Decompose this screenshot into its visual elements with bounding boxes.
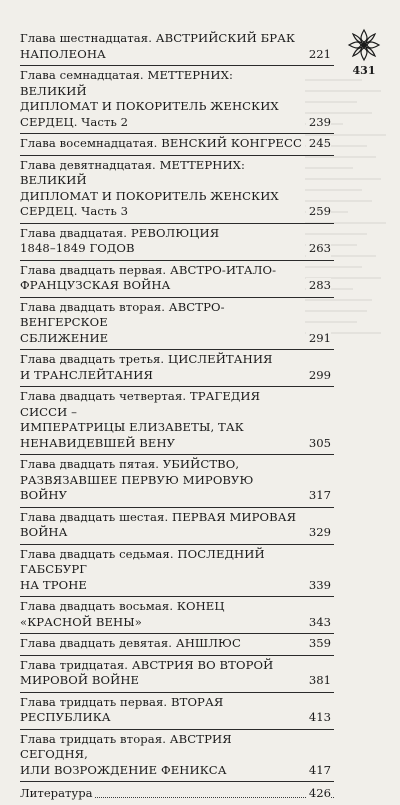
entry-page: 381 [306,673,331,689]
table-of-contents [20,29,334,805]
entry-page: 343 [306,615,331,631]
entry-page: 359 [306,636,331,652]
entry-title: Глава двадцать пятая. УБИЙСТВО, РАЗВЯЗАВШЕЕ ПЕРВУЮ МИРОВУЮ ВОЙНУ [20,457,254,502]
entry-page: 245 [306,136,331,152]
entry-page: 239 [306,115,331,131]
entry-page: 317 [306,488,331,504]
entry-page: 259 [306,204,331,220]
entry-title: Глава двадцать первая. АВСТРО-ИТАЛО- ФРАНЦУЗСКАЯ ВОЙНА [20,262,277,292]
entry-page: 329 [306,525,331,541]
entry-title: Глава двадцать шестая. ПЕРВАЯ МИРОВАЯ ВОЙНА [20,509,297,539]
entry-title: Глава шестнадцатая. АВСТРИЙСКИЙ БРАК НАПОЛЕОНА [20,31,296,61]
entry-title: Глава тридцатая. АВСТРИЯ ВО ВТОРОЙ МИРОВОЙ ВОЙНЕ [20,657,274,687]
page-number: 431 [352,64,376,77]
entry-page: 263 [306,241,331,257]
entry-title: Глава тридцать первая. ВТОРАЯ РЕСПУБЛИКА [20,694,224,724]
entry-title: Глава девятнадцатая. МЕТТЕРНИХ: ВЕЛИКИЙ ДИПЛОМАТ И ПОКОРИТЕЛЬ ЖЕНСКИХ СЕРДЕЦ. Часть 3 [20,157,279,218]
toc-entry[interactable] [20,455,334,508]
entry-page: 417 [306,763,331,779]
literature-label: Литература [20,786,93,800]
entry-page: 339 [306,578,331,594]
toc-entry[interactable] [20,156,334,224]
toc-entry[interactable] [20,224,334,261]
entry-title: Глава двадцать четвертая. ТРАГЕДИЯ СИССИ – ИМПЕРАТРИЦЫ ЕЛИЗАВЕТЫ, ТАК НЕНАВИДЕВШЕЙ ВЕНУ [20,389,261,450]
entry-page: 221 [306,47,331,63]
entry-page: 299 [306,368,331,384]
entry-title: Глава двадцать третья. ЦИСЛЕЙТАНИЯ И ТРАНСЛЕЙТАНИЯ [20,352,273,382]
toc-entry[interactable] [20,545,334,598]
entry-page: 413 [306,710,331,726]
entry-page: 305 [306,436,331,452]
toc-entry[interactable] [20,597,334,634]
toc-entry[interactable] [20,634,334,656]
entry-title: Глава двадцатая. РЕВОЛЮЦИЯ 1848–1849 ГОДОВ [20,225,220,255]
toc-entry[interactable] [20,508,334,545]
toc-entry-literature[interactable] [20,782,334,805]
entry-page: 283 [306,278,331,294]
entry-page: 291 [306,331,331,347]
toc-entry[interactable] [20,730,334,783]
entry-title: Глава двадцать вторая. АВСТРО-ВЕНГЕРСКОЕ СБЛИЖЕНИЕ [20,299,225,345]
toc-entry[interactable] [20,29,334,66]
entry-title: Глава тридцать вторая. АВСТРИЯ СЕГОДНЯ, ИЛИ ВОЗРОЖДЕНИЕ ФЕНИКСА [20,731,232,777]
toc-entry[interactable] [20,387,334,455]
toc-entry[interactable] [20,298,334,351]
toc-entry[interactable] [20,66,334,134]
entry-title: Глава двадцать седьмая. ПОСЛЕДНИЙ ГАБСБУРГ НА ТРОНЕ [20,546,265,592]
entry-title: Глава восемнадцатая. ВЕНСКИЙ КОНГРЕСС [20,136,302,150]
toc-entry[interactable] [20,693,334,730]
toc-entry[interactable] [20,350,334,387]
entry-title: Глава двадцать восьмая. КОНЕЦ «КРАСНОЙ ВЕНЫ» [20,599,225,629]
toc-entry[interactable] [20,261,334,298]
entry-title: Глава двадцать девятая. АНШЛЮС [20,636,241,650]
toc-entry[interactable] [20,656,334,693]
literature-page: 426 [306,786,331,802]
entry-title: Глава семнадцатая. МЕТТЕРНИХ: ВЕЛИКИЙ ДИПЛОМАТ И ПОКОРИТЕЛЬ ЖЕНСКИХ СЕРДЕЦ. Часть 2 [20,68,279,129]
toc-entry[interactable] [20,134,334,156]
edelweiss-ornament-icon [347,28,381,62]
